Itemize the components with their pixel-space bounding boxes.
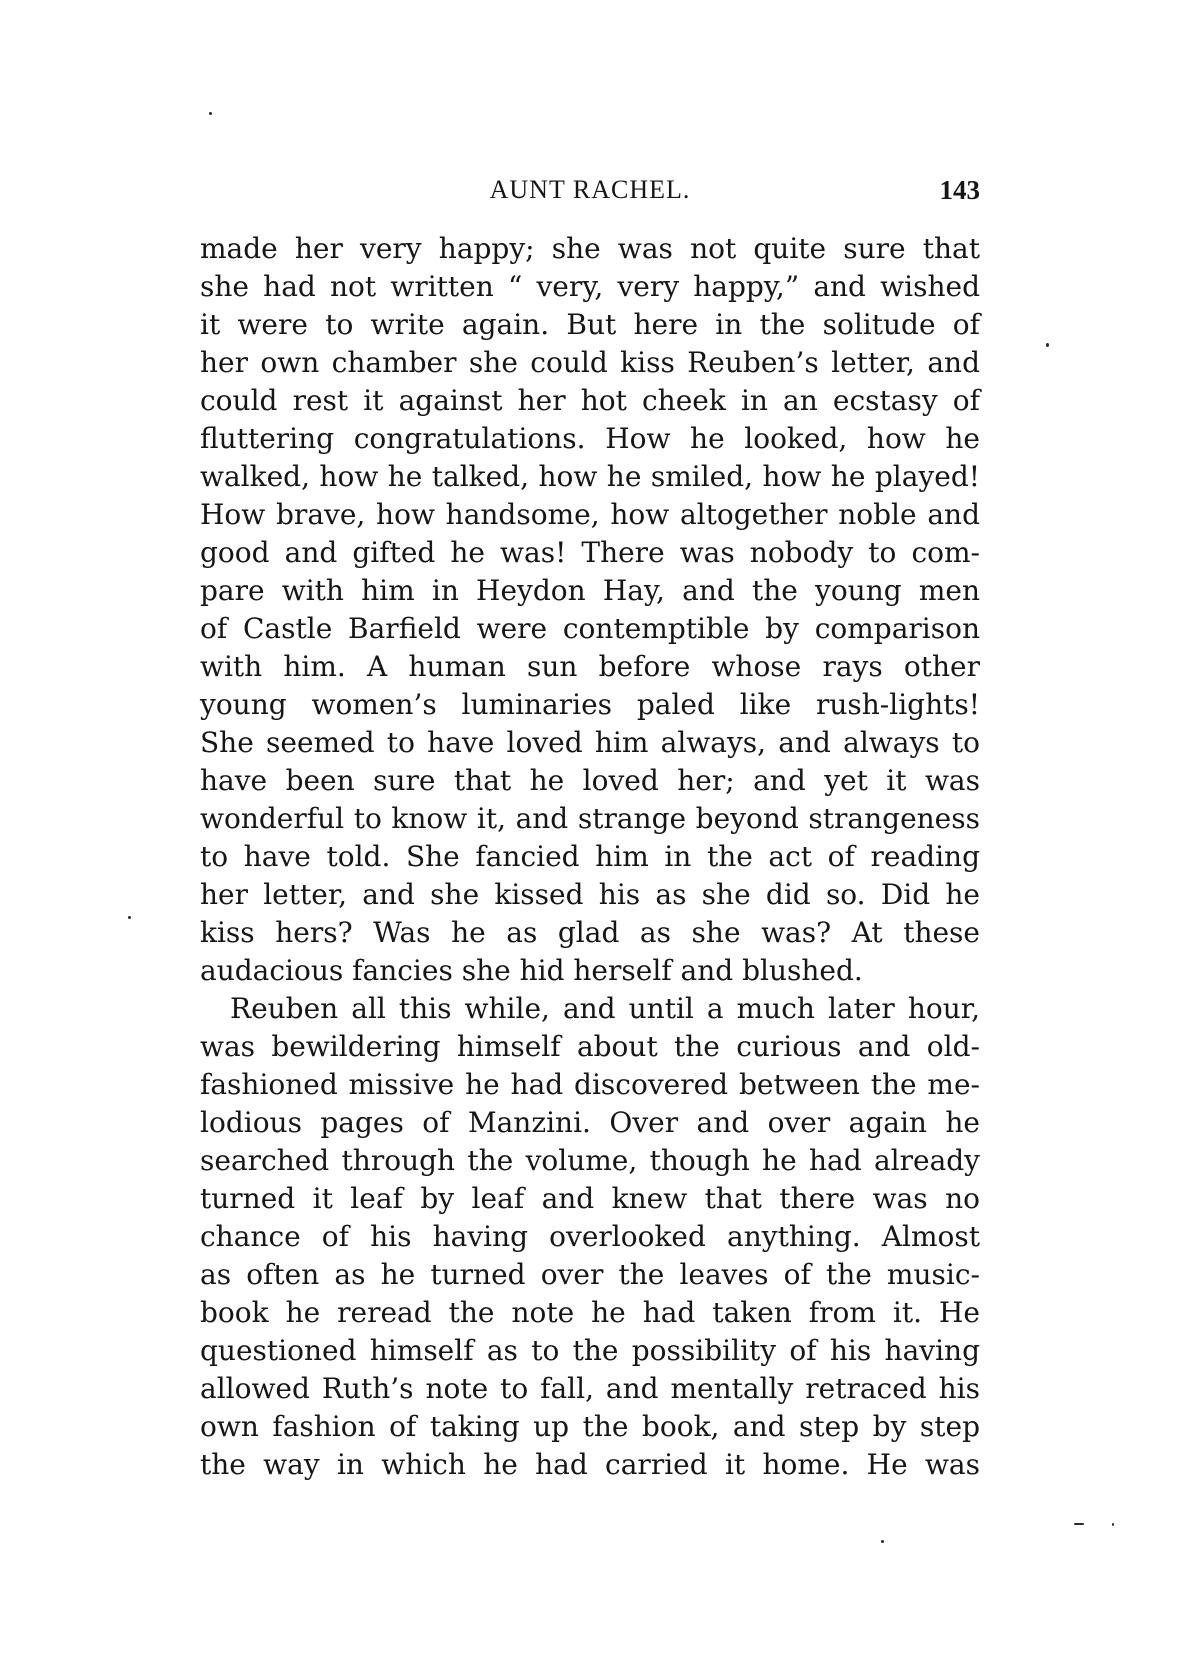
text-line: pare with him in Heydon Hay, and the young men [200, 574, 980, 607]
text-line: fluttering congratulations. How he looked, how he [200, 422, 980, 455]
text-line: of Castle Barfield were contemptible by comparison [200, 612, 980, 645]
text-line: it were to write again. But here in the solitude of [200, 308, 980, 341]
text-line: young women’s luminaries paled like rush-lights! [200, 688, 980, 721]
text-line: How brave, how handsome, how altogether noble and [200, 498, 980, 531]
scan-speck [1046, 343, 1049, 347]
text-line: She seemed to have loved him always, and always to [200, 726, 980, 759]
text-line: lodious pages of Manzini. Over and over again he [200, 1106, 980, 1139]
text-line: chance of his having overlooked anything. Almost [200, 1220, 980, 1253]
scan-speck [1074, 1523, 1084, 1525]
running-head [200, 172, 980, 208]
text-line: her letter, and she kissed his as she did so. Did he [200, 878, 980, 911]
text-line: questioned himself as to the possibility of his having [200, 1334, 980, 1367]
text-line: made her very happy; she was not quite sure that [200, 232, 980, 265]
text-line: with him. A human sun before whose rays other [200, 650, 980, 683]
text-line: book he reread the note he had taken from it. He [200, 1296, 980, 1329]
page-number: 143 [939, 175, 980, 205]
text-line: audacious fancies she hid herself and blushed. [200, 954, 863, 987]
text-line: own fashion of taking up the book, and step by step [200, 1410, 980, 1443]
paragraph-1 [200, 230, 980, 990]
text-line: Reuben all this while, and until a much later hour, [230, 992, 980, 1025]
paragraph-2 [200, 990, 980, 1484]
text-line: allowed Ruth’s note to fall, and mentally retraced his [200, 1372, 980, 1405]
text-line: the way in which he had carried it home. He was [200, 1448, 980, 1481]
text-line: turned it leaf by leaf and knew that there was no [200, 1182, 980, 1215]
text-line: her own chamber she could kiss Reuben’s letter, and [200, 346, 980, 379]
text-line: have been sure that he loved her; and yet it was [200, 764, 980, 797]
text-line: she had not written “ very, very happy,” and wished [200, 270, 980, 303]
running-title: AUNT RACHEL. [489, 175, 691, 204]
scan-speck [209, 112, 212, 115]
text-line: was bewildering himself about the curious and old- [200, 1030, 980, 1063]
text-line: good and gifted he was! There was nobody to com- [200, 536, 980, 569]
scan-speck [881, 1540, 884, 1543]
text-line: searched through the volume, though he had already [200, 1144, 980, 1177]
scan-speck [1112, 1523, 1114, 1526]
body-text [200, 230, 980, 1484]
text-line: wonderful to know it, and strange beyond strangeness [200, 802, 980, 835]
text-line: fashioned missive he had discovered between the me- [200, 1068, 980, 1101]
text-line: walked, how he talked, how he smiled, how he played! [200, 460, 980, 493]
text-line: could rest it against her hot cheek in an ecstasy of [200, 384, 980, 417]
text-line: kiss hers? Was he as glad as she was? At these [200, 916, 980, 949]
text-line: as often as he turned over the leaves of the music- [200, 1258, 980, 1291]
scan-speck [128, 916, 131, 919]
text-line: to have told. She fancied him in the act of reading [200, 840, 980, 873]
